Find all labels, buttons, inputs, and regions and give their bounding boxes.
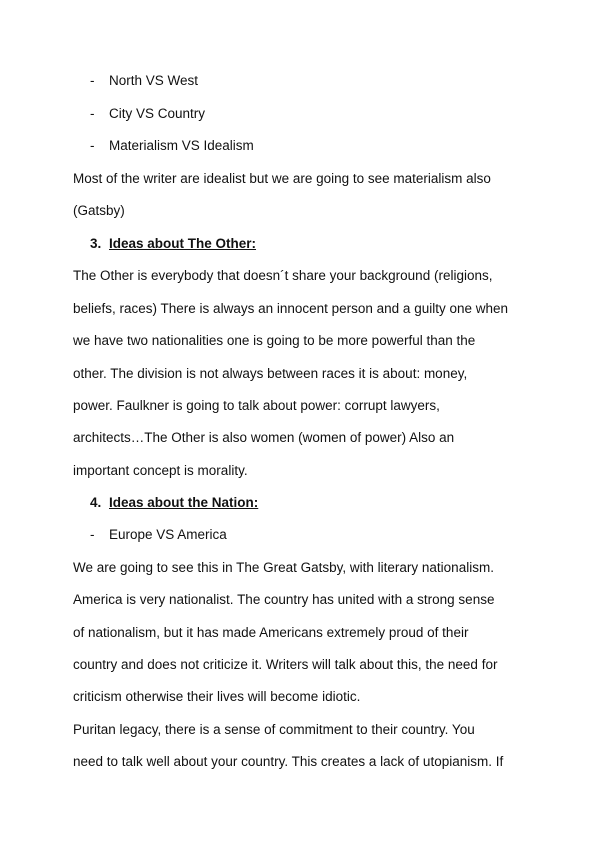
dash-marker: -	[90, 106, 95, 121]
paragraph-line: We are going to see this in The Great Gatsby, with literary nationalism.	[73, 560, 494, 575]
list-item-text: Materialism VS Idealism	[109, 138, 254, 153]
heading-number: 3.	[90, 236, 102, 251]
paragraph-line: The Other is everybody that doesn´t share your background (religions,	[73, 268, 493, 283]
list-item-text: Europe VS America	[109, 527, 227, 542]
paragraph-line: power. Faulkner is going to talk about power: corrupt lawyers,	[73, 398, 440, 413]
dash-marker: -	[90, 73, 95, 88]
dash-marker: -	[90, 527, 95, 542]
paragraph-line: America is very nationalist. The country has united with a strong sense	[73, 592, 495, 607]
list-item	[90, 138, 254, 154]
paragraph-line: Most of the writer are idealist but we are going to see materialism also	[73, 171, 491, 186]
section-heading	[90, 236, 256, 252]
paragraph-line: we have two nationalities one is going to be more powerful than the	[73, 333, 476, 348]
paragraph-line: architects…The Other is also women (women of power) Also an	[73, 430, 455, 445]
heading-number: 4.	[90, 495, 102, 510]
paragraph-line: country and does not criticize it. Writers will talk about this, the need for	[73, 657, 498, 672]
list-item	[90, 106, 205, 122]
paragraph-line: beliefs, races) There is always an innocent person and a guilty one when	[73, 301, 509, 316]
paragraph-line: criticism otherwise their lives will become idiotic.	[73, 689, 361, 704]
heading-text: Ideas about The Other:	[109, 236, 257, 251]
paragraph-line: (Gatsby)	[73, 203, 125, 218]
list-item-text: City VS Country	[109, 106, 206, 121]
list-item	[90, 527, 227, 543]
section-heading	[90, 495, 258, 511]
heading-text: Ideas about the Nation:	[109, 495, 259, 510]
paragraph-line: important concept is morality.	[73, 463, 248, 478]
list-item	[90, 73, 198, 89]
paragraph-line: Puritan legacy, there is a sense of commitment to their country. You	[73, 722, 475, 737]
paragraph-line: other. The division is not always between races it is about: money,	[73, 366, 468, 381]
paragraph-line: need to talk well about your country. This creates a lack of utopianism. If	[73, 754, 504, 769]
dash-marker: -	[90, 138, 95, 153]
list-item-text: North VS West	[109, 73, 199, 88]
paragraph-line: of nationalism, but it has made Americans extremely proud of their	[73, 625, 469, 640]
